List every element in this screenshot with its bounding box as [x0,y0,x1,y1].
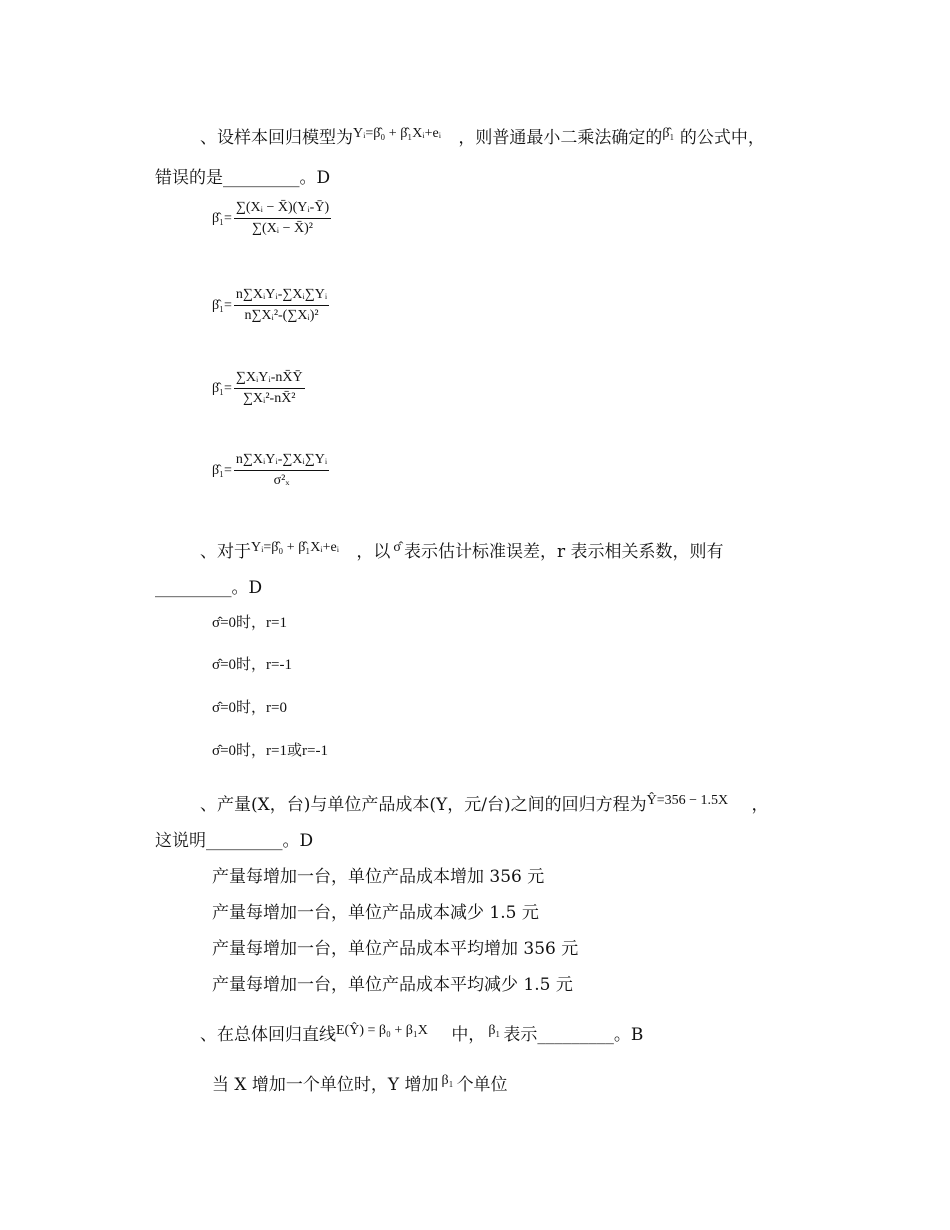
q3-line2 [155,826,313,851]
q1-option-d-denominator: σ²ₓ [234,470,329,489]
q1-option-c [212,370,305,407]
q2-option-d: σ̂=0时，r=1或r=-1 [212,743,328,759]
q2-lead: 、对于 [200,542,251,562]
q1-option-c-denominator: ∑Xᵢ²-nX̄² [234,388,305,407]
q1-line2 [155,163,330,188]
q3-equation: Ŷ=356 − 1.5X [646,793,729,808]
q1-option-b-denominator: n∑Xᵢ²-(∑Xᵢ)² [234,305,329,324]
q2-blank: _________ [155,578,232,598]
q3-lead: 、产量(X，台)与单位产品成本(Y，元/台)之间的回归方程为 [200,795,647,815]
q1-option-d [212,452,329,489]
q2-answer: 。D [231,578,263,598]
q1-option-d-numerator: n∑XᵢYᵢ-∑Xᵢ∑Yᵢ [235,452,328,467]
q2-sigma-symbol: σ̂ [393,540,401,555]
q1-mid: ，则普通最小二乘法确定的 [458,128,663,148]
q1-line1 [200,123,765,148]
q4-symbol: β₁ [488,1023,501,1038]
q4-option-a-pre: 当 X 增加一个单位时，Y 增加 [212,1075,439,1095]
q1-target-symbol: β̂₁ [662,126,675,141]
q3-option-b: 产量每增加一台，单位产品成本减少 1.5 元 [212,903,539,923]
q1-tail: 的公式中， [679,128,765,148]
q4-answer: 。B [613,1025,644,1045]
q2-mid2: 表示估计标准误差，r 表示相关系数，则有 [403,542,724,562]
q4-option-a [212,1070,508,1095]
q3-tail: ， [751,795,769,815]
q3-option-a: 产量每增加一台，单位产品成本增加 356 元 [212,867,545,887]
q1-model-formula: Yᵢ=β̂₀ + β̂₁Xᵢ+eᵢ [353,126,441,141]
q4-option-a-post: 个单位 [456,1075,508,1095]
q3-blank: _________ [206,831,283,851]
q1-line2-text: 错误的是 [155,168,223,188]
q1-option-c-lhs: β̂₁= [212,380,232,396]
q1-option-b-numerator: n∑XᵢYᵢ-∑Xᵢ∑Yᵢ [235,287,328,302]
q3-answer: 。D [282,831,314,851]
q4-equation: E(Ŷ) = β₀ + β₁X [336,1023,428,1038]
q1-option-c-numerator: ∑XᵢYᵢ-nX̄Ȳ [235,370,303,385]
q1-answer: 。D [299,168,331,188]
q1-option-d-lhs: β̂₁= [212,462,232,478]
q1-option-a-lhs: β̂₁= [212,210,232,226]
q2-option-a: σ̂=0时，r=1 [212,615,288,631]
q4-mid2: 表示 [503,1025,538,1045]
q1-blank: _________ [223,168,300,188]
q1-option-a-numerator: ∑(Xᵢ − X̄)(Yᵢ-Ȳ) [235,200,330,215]
q1-option-b [212,287,329,324]
q2-line2 [155,573,262,598]
q4-blank: _________ [537,1025,614,1045]
q1-option-b-lhs: β̂₁= [212,297,232,313]
q4-option-a-symbol: β₁ [441,1073,454,1088]
q4-lead: 、在总体回归直线 [200,1025,336,1045]
q1-option-a [212,200,331,237]
q4-mid: 中， [451,1025,486,1045]
q3-option-d: 产量每增加一台，单位产品成本平均减少 1.5 元 [212,975,573,995]
q4-line1 [200,1020,643,1045]
q2-option-b: σ̂=0时，r=-1 [212,657,292,673]
q3-line2-text: 这说明 [155,831,206,851]
q2-mid1: ，以 [356,542,391,562]
q3-line1 [200,790,769,815]
q2-line1 [200,537,723,562]
q2-option-c: σ̂=0时，r=0 [212,700,288,716]
q3-option-c: 产量每增加一台，单位产品成本平均增加 356 元 [212,939,579,959]
q1-lead: 、设样本回归模型为 [200,128,353,148]
q2-model-formula: Yᵢ=β̂₀ + β̂₁Xᵢ+eᵢ [251,540,339,555]
q1-option-a-denominator: ∑(Xᵢ − X̄)² [234,218,331,237]
